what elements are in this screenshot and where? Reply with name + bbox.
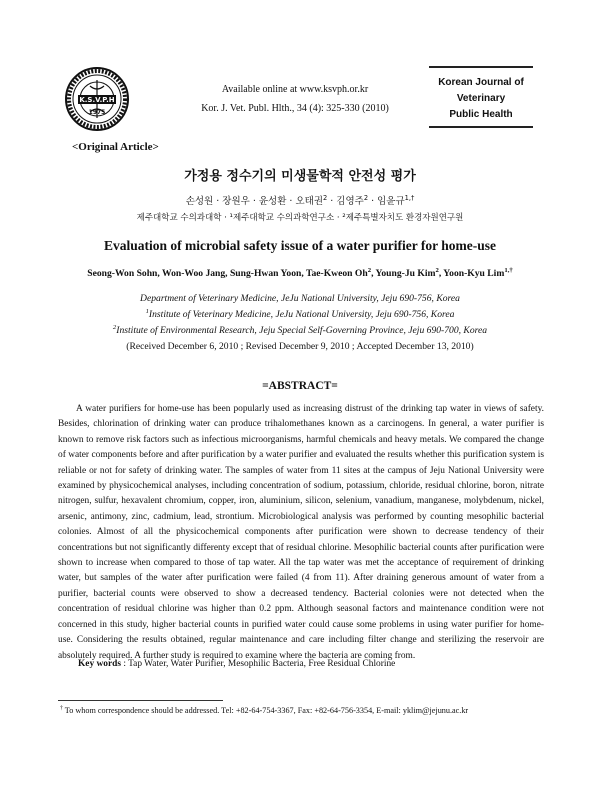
journal-name-line-1: Korean Journal of (438, 77, 524, 88)
svg-text:K.S.V.P.H: K.S.V.P.H (79, 96, 115, 104)
affiliation-2: $^1$Institute of Veterinary Medicine, JeJu National University, Jeju 690-756, Korea (145, 307, 455, 320)
journal-name-box (429, 66, 533, 128)
keywords-label: Key words (78, 659, 121, 669)
journal-name-line-3: Public Health (449, 109, 513, 120)
journal-name-line-2: Veterinary (456, 93, 506, 104)
korean-title: 가정용 정수기의 미생물학적 안전성 평가 (184, 169, 416, 184)
affiliation-3: $^2$Institute of Environmental Research, Jeju Special Self-Governing Province, Jeju 690-700, Korea (112, 323, 488, 336)
affiliation-1: Department of Veterinary Medicine, JeJu National University, Jeju 690-756, Korea (140, 293, 460, 304)
korean-authors: 손성원 · 장원우 · 윤성환 · 오태권$^2$ · 김영주$^2$ · 임윤규$^{1,\dagger}$ (185, 193, 415, 207)
received-dates: (Received December 6, 2010 ; Revised December 9, 2010 ; Accepted December 13, 2010) (126, 341, 474, 352)
availability-line: Available online at www.ksvph.or.kr (221, 84, 369, 95)
abstract-body: A water purifiers for home-use has been popularly used as increasing distrust of the drinking tap water in views of safety. Besides, chlorination of drinking water can produce trihalomethanes known as a carcinogens. In general, a water purifier is known to remove risk factors such as infectious microorganisms, harmful chemicals and heavy metals. We compared the change of water components before and after purification by a water purifier and evaluated the results whether this purification system is reliable or not for safety of drinking water. The samples of water from 11 sites at the campus of Jeju National University were examined by physicochemical analyses, including concentration of sodium, potassium, chloride, residual chlorine, boron, nitrate nitrogen, sulfur, hexavalent chromium, copper, iron, aluminium, silicon, selenium, vanadium, manganese, molybdenum, nickel, arsenic, antimony, zinc, cadmium, lead, strontium. Microbiological analysis was performed by counting mesophilic bacterial colonies. Almost of all the physicochemical components after purification were shown to decrease tendency of their concentrations but not significantly differenty except that of residual chlorine. Mesophilic bacterial counts after purification were shown to increase when compared to those of tap water. All the tap water was met the acceptance of requirement of drinking water, but samples of the water after purification were failed (4 from 11). After draining generous amount of water from a purifier, bacterial counts were observed to show a decreased tendency. Bacterial colonies were not detected when the concentration of residual chlorine was higher than 0.2 ppm. Although seasonal factors and maintenance condition were not concerned in this study, higher bacterial counts in purified water could cause some problems in using water purifier for home-use. Considering the results obtained, regular maintenance and care including filter change and sterilizing the reservoir are absolutely required. A further study is required to examine where the bacteria are coming from. (58, 404, 544, 661)
article-type-label: <Original Article> (72, 141, 159, 153)
korean-affiliations: 제주대학교 수의과대학 · ¹제주대학교 수의과학연구소 · ²제주특별자치도 환경자원연구원 (136, 213, 464, 223)
society-seal-logo (64, 66, 130, 132)
abstract-heading: =ABSTRACT= (262, 380, 338, 392)
svg-text:1975: 1975 (88, 109, 106, 116)
keywords-list: : Tap Water, Water Purifier, Mesophilic Bacteria, Free Residual Chlorine (120, 659, 396, 669)
correspondence-footnote: † To whom correspondence should be addressed. Tel: +82-64-754-3367, Fax: +82-64-756-3354, E-mail: yklim@jejunu.ac.kr (60, 705, 469, 715)
keywords-line (78, 659, 395, 669)
english-authors: Seong-Won Sohn, Won-Woo Jang, Sung-Hwan Yoon, Tae-Kweon Oh$^2$, Young-Ju Kim$^2$, Yoon-Kyu Lim$^{1,\dagger}$ (87, 266, 513, 279)
footnote-divider (58, 700, 223, 701)
english-title: Evaluation of microbial safety issue of a water purifier for home-use (104, 238, 496, 253)
citation-line: Kor. J. Vet. Publ. Hlth., 34 (4): 325-330 (2010) (201, 103, 389, 114)
